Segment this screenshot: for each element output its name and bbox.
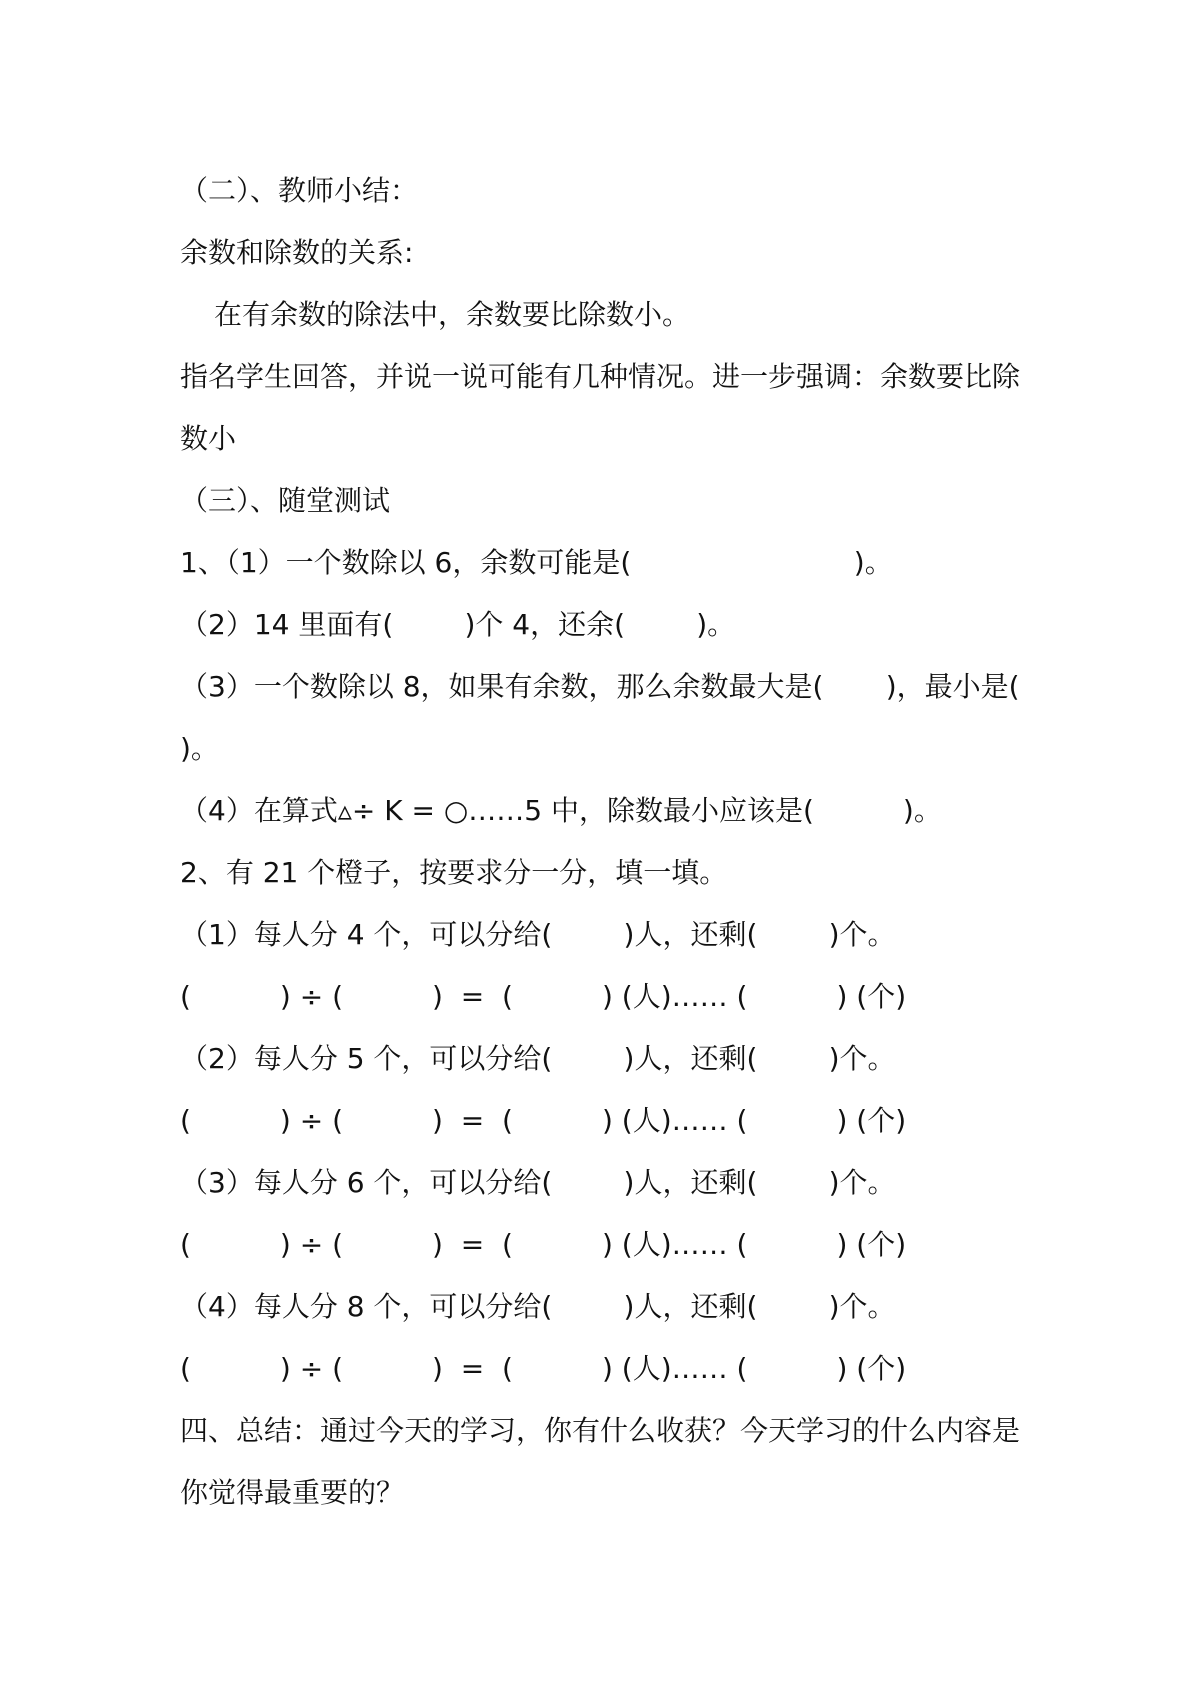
document-body xyxy=(180,160,1030,1524)
section-heading-teacher-summary: （二）、教师小结： xyxy=(180,174,419,207)
quiz-question-1-3: （3）一个数除以 8，如果有余数，那么余数最大是( )，最小是( xyxy=(180,670,1020,703)
quiz-question-2-1: （1）每人分 4 个，可以分给( )人，还剩( )个。 xyxy=(180,918,896,951)
rule-statement: 在有余数的除法中，余数要比除数小。 xyxy=(214,298,691,331)
instruction-text-continued: 数小 xyxy=(180,422,237,455)
equation-line-2-2: ( ) ÷ ( ) = ( ) (人)…… ( ) (个) xyxy=(180,1104,907,1137)
relation-heading: 余数和除数的关系: xyxy=(180,236,414,269)
equation-line-2-3: ( ) ÷ ( ) = ( ) (人)…… ( ) (个) xyxy=(180,1228,907,1261)
conclusion-text-continued: 你觉得最重要的？ xyxy=(180,1476,405,1509)
quiz-question-1-3-continued: )。 xyxy=(180,732,219,765)
equation-line-2-1: ( ) ÷ ( ) = ( ) (人)…… ( ) (个) xyxy=(180,980,907,1013)
quiz-question-1-4: （4）在算式▵÷ K = ○……5 中，除数最小应该是( )。 xyxy=(180,794,942,827)
quiz-question-1-1: 1、（1）一个数除以 6，余数可能是( )。 xyxy=(180,546,893,579)
quiz-question-1-2: （2）14 里面有( )个 4，还余( )。 xyxy=(180,608,736,641)
equation-line-2-4: ( ) ÷ ( ) = ( ) (人)…… ( ) (个) xyxy=(180,1352,907,1385)
quiz-question-2-3: （3）每人分 6 个，可以分给( )人，还剩( )个。 xyxy=(180,1166,896,1199)
section-heading-conclusion: 四、总结：通过今天的学习，你有什么收获？今天学习的什么内容是 xyxy=(180,1414,1021,1447)
quiz-question-2-4: （4）每人分 8 个，可以分给( )人，还剩( )个。 xyxy=(180,1290,896,1323)
quiz-question-2-2: （2）每人分 5 个，可以分给( )人，还剩( )个。 xyxy=(180,1042,896,1075)
section-heading-quiz: （三）、随堂测试 xyxy=(180,484,391,517)
instruction-text: 指名学生回答，并说一说可能有几种情况。进一步强调：余数要比除 xyxy=(180,360,1021,393)
quiz-question-2: 2、有 21 个橙子，按要求分一分，填一填。 xyxy=(180,856,728,889)
